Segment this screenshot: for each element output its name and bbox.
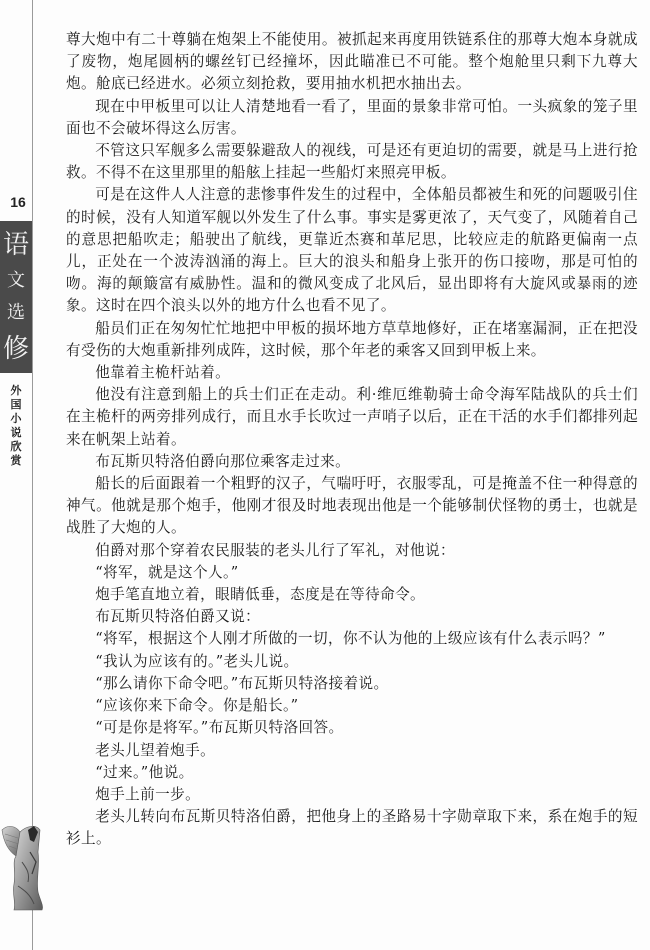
paragraph: 船长的后面跟着一个粗野的汉子，气喘吁吁，衣服零乱，可是掩盖不住一种得意的神气。他就是那个炮手，他刚才很及时地表现出他是一个能够制伏怪物的勇士，也就是战胜了大炮的人。 xyxy=(66,475,638,537)
paragraph: 布瓦斯贝特洛伯爵向那位乘客走过来。 xyxy=(95,452,351,470)
paragraph: 现在中甲板里可以让人清楚地看一看了，里面的景象非常可怕。一头疯象的笼子里面也不会破坏得这么厉害。 xyxy=(66,97,638,137)
paragraph: “那么请你下命令吧。”布瓦斯贝特洛接着说。 xyxy=(95,674,389,692)
paragraph: 炮手笔直地立着，眼睛低垂，态度是在等待命令。 xyxy=(95,586,426,604)
article-body xyxy=(66,29,638,851)
subject-char: 说 xyxy=(10,426,22,439)
paragraph: 伯爵对那个穿着农民服装的老头儿行了军礼，对他说： xyxy=(95,541,456,559)
paragraph: “过来。”他说。 xyxy=(95,763,194,781)
paragraph: “将军，就是这个人。” xyxy=(95,563,239,581)
paragraph: 布瓦斯贝特洛伯爵又说： xyxy=(95,608,261,626)
subject-char: 国 xyxy=(10,398,22,411)
subject-char: 赏 xyxy=(10,454,22,467)
paragraph: 他没有注意到船上的兵士们正在走动。利·维厄维勒骑士命令海军陆战队的兵士们在主桅杆的两旁排列成行，而且水手长吹过一声哨子以后，正在干活的水手们都排列起来在帆架上站着。 xyxy=(66,386,638,448)
series-title-char: 文 xyxy=(7,270,25,291)
paragraph: 老头儿望着炮手。 xyxy=(95,741,216,759)
series-title-char: 语 xyxy=(2,230,29,260)
page-number: 16 xyxy=(10,194,26,210)
series-title-char: 修 xyxy=(2,334,29,364)
paragraph: “我认为应该有的。”老头儿说。 xyxy=(95,652,299,670)
paragraph: 船员们正在匆匆忙忙地把中甲板的损坏地方草草地修好，正在堵塞漏洞，正在把没有受伤的大炮重新排列成阵，这时候，那个年老的乘客又回到甲板上来。 xyxy=(66,319,638,359)
paragraph: 炮手上前一步。 xyxy=(95,785,201,803)
paragraph: 老头儿转向布瓦斯贝特洛伯爵，把他身上的圣路易十字勋章取下来，系在炮手的短衫上。 xyxy=(66,808,638,848)
paragraph: “将军，根据这个人刚才所做的一切，你不认为他的上级应该有什么表示吗？” xyxy=(95,630,606,648)
subject-title-vertical xyxy=(7,384,25,468)
subject-char: 小 xyxy=(10,412,22,425)
series-title-block xyxy=(0,221,32,373)
paragraph: “可是你是将军。”布瓦斯贝特洛回答。 xyxy=(95,719,344,737)
margin-rule xyxy=(32,0,33,950)
subject-char: 欣 xyxy=(10,440,22,453)
paragraph: “应该你来下命令。你是船长。” xyxy=(95,697,299,715)
paragraph: 尊大炮中有二十尊躺在炮架上不能使用。被抓起来再度用铁链系住的那尊大炮本身就成了废物，炮尾圆柄的螺丝钉已经撞坏，因此瞄准已不可能。整个炮舱里只剩下九尊大炮。舱底已经进水。必须立刻抢救，要用抽水机把水抽出去。 xyxy=(66,31,638,93)
paragraph: 他靠着主桅杆站着。 xyxy=(95,364,231,382)
paragraph: 可是在这件人人注意的悲惨事件发生的过程中，全体船员都被生和死的问题吸引住的时候，没有人知道军舰以外发生了什么事。事实是雾更浓了，天气变了，风随着自己的意思把船吹走；船驶出了航线，更靠近杰赛和革尼思，比较应走的航路更偏南一点儿，正处在一个波涛汹涌的海上。巨大的浪头和船身上张开的伤口接吻，那是可怕的吻。海的颠簸富有威胁性。温和的微风变成了北风后，显出即将有大旋风或暴雨的迹象。这时在四个浪头以外的地方什么也看不见了。 xyxy=(66,186,638,315)
paragraph: 不管这只军舰多么需要躲避敌人的视线，可是还有更迫切的需要，就是马上进行抢救。不得不在这里那里的船舷上挂起一些船灯来照亮甲板。 xyxy=(66,142,638,182)
series-title-char: 选 xyxy=(7,302,25,323)
statue-illustration-icon xyxy=(0,822,44,912)
subject-char: 外 xyxy=(10,384,22,397)
